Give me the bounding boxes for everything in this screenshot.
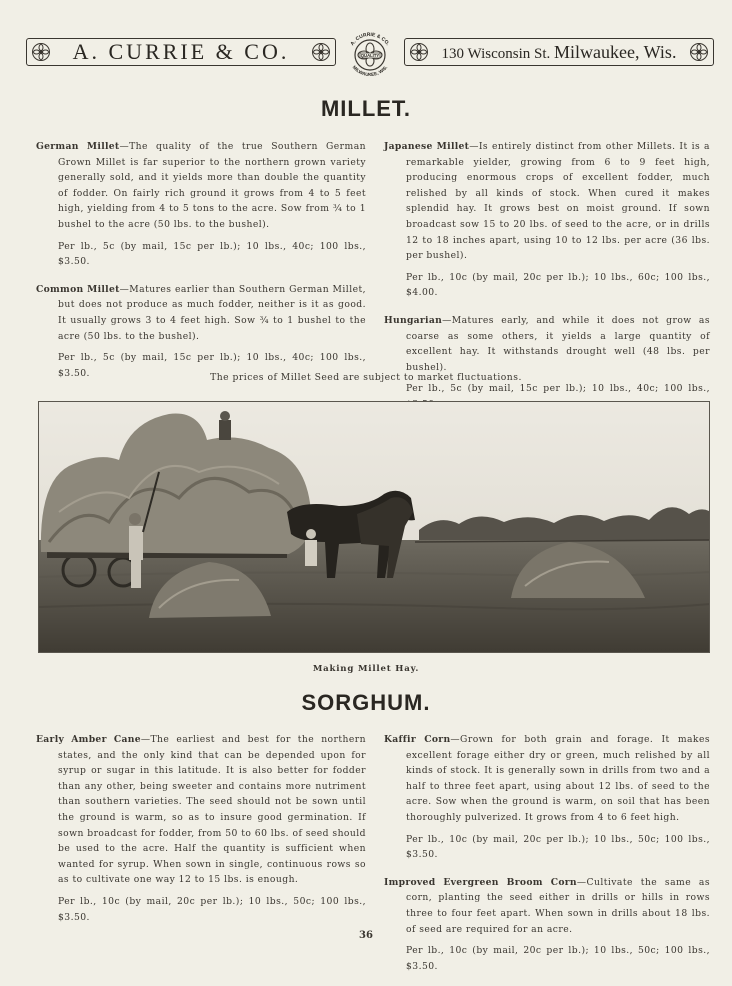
- millet-left-column: [36, 139, 366, 393]
- common-millet-price: Per lb., 5c (by mail, 15c per lb.); 10 lbs., 40c; 100 lbs., $3.50.: [58, 352, 366, 379]
- early-amber-cane-price: Per lb., 10c (by mail, 20c per lb.); 10 lbs., 50c; 100 lbs., $3.50.: [58, 895, 366, 923]
- german-millet-term: German Millet: [36, 141, 120, 152]
- common-millet-description: [36, 282, 366, 344]
- common-millet-text: —Matures earlier than Southern German Millet, but does not produce as much fodder, neither is it as good. It usually grows 3 to 4 feet high. Sow ¾ to 1 bushel to the acre (50 lbs. to the bushel).: [58, 283, 366, 342]
- early-amber-cane-description: [36, 732, 366, 888]
- price-fluctuation-note: The prices of Millet Seed are subject to market fluctuations.: [210, 372, 522, 383]
- svg-text:QUALITY: QUALITY: [360, 53, 380, 58]
- broom-corn-description: [384, 875, 710, 937]
- kaffir-corn-description: [384, 732, 710, 826]
- company-address-box: [404, 38, 714, 66]
- svg-text:MILWAUKEE, WIS.: MILWAUKEE, WIS.: [351, 64, 389, 78]
- page-header: [26, 30, 714, 80]
- broom-corn-term: Improved Evergreen Broom Corn: [384, 876, 577, 888]
- company-name: A. CURRIE & CO.: [72, 39, 290, 64]
- broom-corn-text: —Cultivate the same as corn, planting the seed either in drills or hills in rows three to four feet apart. When sown in drills about 18 lbs. of seed are required for an acre.: [406, 876, 710, 935]
- hay-field-illustration: [39, 402, 710, 653]
- japanese-millet-text: —Is entirely distinct from other Millets. It is a remarkable yielder, growing from 6 to 9 feet high, producing enormous crops of excellent fodder, much relished by all kinds of stock. When cured it makes splendid hay. It grows best on moist ground. If sown broadcast sow 15 to 20 lbs. of seed to the acre, or in drills 12 to 18 inches apart, using 10 to 12 lbs. per acre (36 lbs. per bushel).: [406, 141, 710, 262]
- japanese-millet-price: Per lb., 10c (by mail, 20c per lb.); 10 lbs., 60c; 100 lbs., $4.00.: [406, 271, 710, 299]
- millet-title: MILLET.: [320, 96, 412, 121]
- company-address: [442, 42, 677, 63]
- hungarian-description: [384, 313, 710, 375]
- japanese-millet-description: [384, 139, 710, 264]
- sorghum-right-column: [384, 732, 710, 986]
- rosette-ornament-icon: [689, 42, 709, 62]
- kaffir-corn-price: Per lb., 10c (by mail, 20c per lb.); 10 lbs., 50c; 100 lbs., $3.50.: [406, 833, 710, 861]
- sorghum-left-column: [36, 732, 366, 937]
- german-millet-price: Per lb., 5c (by mail, 15c per lb.); 10 lbs., 40c; 100 lbs., $3.50.: [58, 240, 366, 268]
- quality-seal-logo: [342, 30, 398, 80]
- rosette-ornament-icon: [311, 42, 331, 62]
- common-millet-term: Common Millet: [36, 283, 120, 295]
- sorghum-title: SORGHUM.: [301, 690, 431, 715]
- german-millet-description: [36, 139, 366, 233]
- broom-corn-price: Per lb., 10c (by mail, 20c per lb.); 10 lbs., 50c; 100 lbs., $3.50.: [406, 945, 710, 972]
- rosette-ornament-icon: [409, 42, 429, 62]
- kaffir-corn-term: Kaffir Corn: [384, 734, 451, 745]
- address-street: 130 Wisconsin St.: [441, 45, 551, 62]
- german-millet-text: —The quality of the true Southern German Grown Millet is far superior to the northern grown variety generally sold, and it yields more than double the quantity of fodder. On fairly rich ground it grows from 4 to 5 feet high, yielding from 4 to 5 tons to the acre. Sow from ¾ to 1 bushel to the acre (50 lbs. to the bushel).: [58, 141, 366, 230]
- rosette-ornament-icon: [31, 42, 51, 62]
- hungarian-text: —Matures early, and while it does not grow as coarse as some others, it yields a large quantity of excellent hay. It withstands drought well (48 lbs. per bushel).: [406, 314, 710, 373]
- address-city: Milwaukee, Wis.: [554, 41, 677, 62]
- hungarian-term: Hungarian: [384, 314, 443, 326]
- svg-text:A. CURRIE & CO.: A. CURRIE & CO.: [349, 31, 391, 47]
- early-amber-cane-term: Early Amber Cane: [36, 734, 141, 745]
- hungarian-price: Per lb., 5c (by mail, 15c per lb.); 10 lbs., 40c; 100 lbs.,: [406, 383, 710, 395]
- japanese-millet-term: Japanese Millet: [384, 141, 470, 152]
- photo-caption: Making Millet Hay.: [312, 664, 420, 674]
- company-name-box: [26, 38, 336, 66]
- kaffir-corn-text: —Grown for both grain and forage. It makes excellent forage either dry or green, much relished by all kinds of stock. It is generally sown in drills from two and a half to three feet apart, using about 12 lbs. of seed to the acre. Sow when the ground is warm, on soil that has been thoroughly pulverized. It grows from 4 to 6 feet high.: [406, 734, 710, 823]
- early-amber-cane-text: —The earliest and best for the northern states, and the only kind that can be depended upon for syrup or sugar in this latitude. It is also better for fodder than any other, being sweeter and contains more nutriment than southern varieties. The seed should not be sown until the ground is warm, so as to insure good germination. If sown broadcast for fodder, from 50 to 60 lbs. of seed should be used to the acre. Half the quantity is sufficient when wanted for syrup. When sown in single, continuous rows so as to cultivate one way 12 to 15 lbs. is enough.: [58, 734, 366, 886]
- page-number: 36: [359, 930, 373, 941]
- hay-making-photo: [38, 401, 710, 653]
